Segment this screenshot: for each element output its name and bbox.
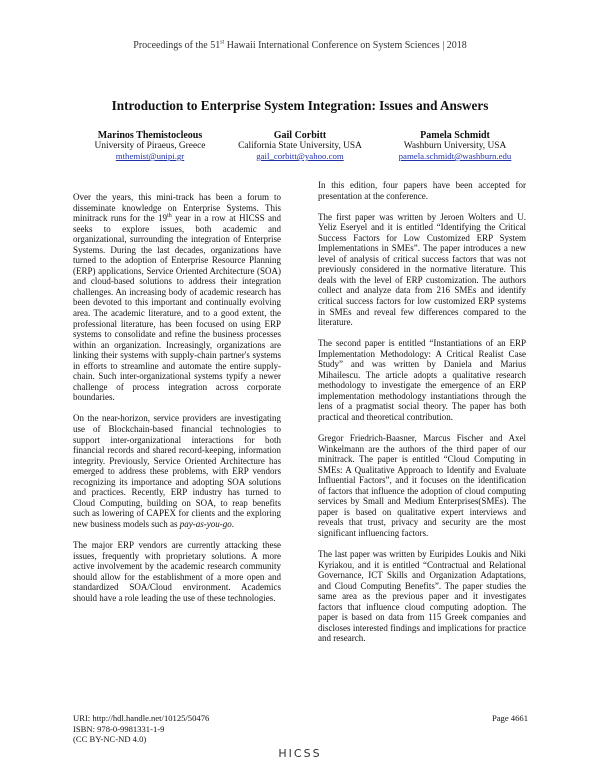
paragraph: The major ERP vendors are currently attacking these issues, frequently with proprietary solutions. A more active involvement by the academic research community should allow for the establishment of a more open and standardized SOA/Cloud environment. Academics should have a role leading the use of these technologies. bbox=[73, 539, 281, 603]
left-column bbox=[73, 192, 281, 614]
footer-uri: URI: http://hdl.handle.net/10125/50476 bbox=[73, 713, 210, 723]
author-block-3 bbox=[370, 130, 540, 161]
footer-identifiers bbox=[73, 713, 209, 745]
author-affiliation: University of Piraeus, Greece bbox=[94, 141, 206, 151]
hicss-logo: HICSS bbox=[278, 747, 322, 760]
paragraph: The first paper was written by Jeroen Wolters and U. Yeliz Eseryel and it is entitled “Identifying the Critical Success Factors for Low Customized ERP System Implementations in SMEs”. The paper introduces a new level of analysis of critical success factors that was not previously considered in the normative literature. This deals with the level of ERP customization. The authors collect and analyze data from 216 SMEs and identify critical success factors for low customized ERP systems in SMEs and reveal few differences compared to the literature. bbox=[318, 211, 526, 328]
paragraph: The second paper is entitled “Instantiations of an ERP Implementation Methodology: A Critical Realist Case Study” and was written by Daniela and Marius Mihailescu. The article adopts a qualitative research methodology to investigate the emergence of an ERP implementation methodology instantiations through the lens of a pragmatist social theory. The paper has both practical and theoretical contribution. bbox=[318, 338, 526, 422]
author-block-2 bbox=[215, 130, 385, 161]
author-name: Pamela Schmidt bbox=[420, 130, 490, 141]
paragraph: On the near-horizon, service providers are investigating use of Blockchain-based financial technologies to support inter-organizational interactions for both financial records and shared record-keeping, information integrity. Previously, Service Oriented Architecture has emerged to address these problems, with ERP vendors recognizing its importance and adopting SOA solutions and practices. Recently, ERP industry has turned to Cloud Computing, building on SOA, to reap benefits such as lowering of CAPEX for clients and the exploring new business models such as pay-as-you-go. bbox=[73, 413, 281, 529]
author-name: Marinos Themistocleous bbox=[97, 130, 203, 141]
author-email-link[interactable]: pamela.schmidt@washburn.edu bbox=[398, 151, 512, 161]
paper-title: Introduction to Enterprise System Integration: Issues and Answers bbox=[111, 98, 489, 113]
right-column bbox=[318, 180, 526, 654]
author-name: Gail Corbitt bbox=[273, 130, 327, 141]
paragraph: In this edition, four papers have been accepted for presentation at the conference. bbox=[318, 180, 526, 201]
author-affiliation: California State University, USA bbox=[238, 141, 362, 151]
footer-isbn: ISBN: 978-0-9981331-1-9 bbox=[73, 723, 165, 734]
author-affiliation: Washburn University, USA bbox=[403, 141, 507, 151]
paragraph: Over the years, this mini-track has been a forum to disseminate knowledge on Enterprise Systems. This minitrack runs for the 19th year in a row at HICSS and seeks to explore issues, both academic and organizational, surrounding the integration of Enterprise Systems. During the last decades, organizations have turned to the adoption of Enterprise Resource Planning (ERP) applications, Service Oriented Architecture (SOA) and cloud-based solutions to address their integration challenges. An increasing body of academic research has been devoted to this important and continually evolving area. The academic literature, and to a good extent, the professional literature, has been focused on using ERP systems to consolidate and refine the business processes within an organization. Increasingly, organizations are linking their systems with supply-chain partner's systems in efforts to streamline and automate the entire supply-chain. Such inter-organizational systems typify a newer challenge of process integration across corporate boundaries. bbox=[73, 192, 281, 403]
proceedings-header: Proceedings of the 51st Hawaii International Conference on System Sciences | 2018 bbox=[133, 39, 467, 51]
page-number: Page 4661 bbox=[491, 713, 528, 723]
author-email-link[interactable]: gail_corbitt@yahoo.com bbox=[256, 151, 344, 161]
paragraph: The last paper was written by Euripides Loukis and Niki Kyriakou, and it is entitled “Contractual and Relational Governance, ICT Skills and Organization Adaptations, and Cloud Computing Benefits”. The paper studies the same area as the previous paper and it investigates factors that influence cloud computing adoption. The paper is based on data from 115 Greek companies and discloses interested findings and implications for practice and research. bbox=[318, 548, 526, 644]
author-email-link[interactable]: mthemist@unipi.gr bbox=[115, 151, 185, 161]
paragraph: Gregor Friedrich-Baasner, Marcus Fischer and Axel Winkelmann are the authors of the third paper of our minitrack. The paper is entitled “Cloud Computing in SMEs: A Qualitative Approach to Identify and Evaluate Influential Factors”, and it focuses on the identification of factors that influence the adoption of cloud computing services by Small and Medium Enterprises(SMEs). The paper is based on qualitative expert interviews and reveals that trust, privacy and security are the most significant influencing factors. bbox=[318, 432, 526, 538]
footer-license: (CC BY-NC-ND 4.0) bbox=[73, 734, 147, 744]
